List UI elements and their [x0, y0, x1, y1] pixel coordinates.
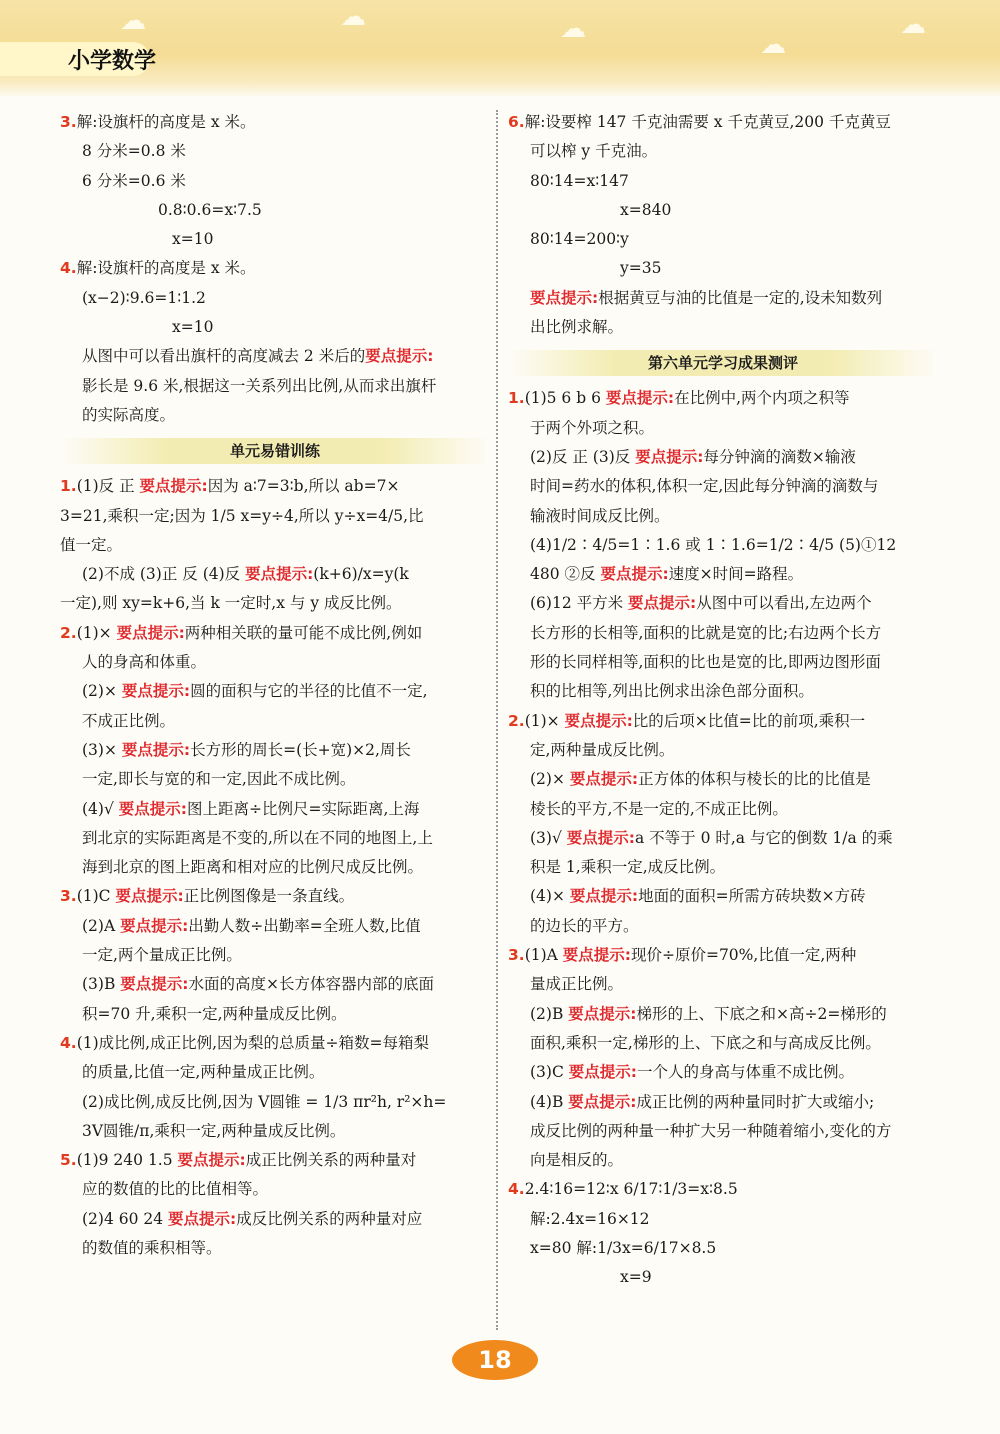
answer-line: [60, 824, 490, 853]
key-point-text: 正方体的体积与棱长的比的比值是: [638, 770, 871, 789]
answer-line: [508, 1029, 938, 1058]
answer-line: [508, 619, 938, 648]
answer-text: 出比例求解。: [530, 318, 624, 337]
answer-line: [60, 1117, 490, 1146]
answer-text: 向是相反的。: [530, 1151, 624, 1170]
key-point-text: 每分钟滴的滴数×输液: [703, 447, 856, 466]
key-point-text: 梯形的上、下底之和×高÷2=梯形的: [636, 1004, 887, 1023]
answer-text: 海到北京的图上距离和相对应的比例尺成反比例。: [82, 858, 424, 877]
answer-line: [508, 196, 938, 225]
answer-text: 于两个外项之积。: [530, 418, 655, 437]
answer-text: (4)√: [82, 799, 119, 818]
answer-line: [60, 1146, 490, 1175]
answer-line: [60, 1029, 490, 1058]
answer-line: [508, 882, 938, 911]
answer-line: [508, 707, 938, 736]
section-heading: 单元易错训练: [60, 438, 490, 464]
key-point-label: 要点提示:: [120, 975, 189, 994]
answer-line: [508, 1263, 938, 1292]
question-number: 2.: [508, 711, 525, 730]
answer-text: 人的身高和体重。: [82, 653, 207, 672]
answer-line: [508, 284, 938, 313]
answer-text: 480 ②反: [530, 565, 601, 584]
key-point-label: 要点提示:: [568, 1063, 637, 1082]
answer-line: [508, 677, 938, 706]
answer-line: [508, 1000, 938, 1029]
answer-line: [508, 502, 938, 531]
answer-text: (1)反 正: [76, 477, 140, 496]
answer-line: [60, 648, 490, 677]
key-point-label: 要点提示:: [569, 770, 639, 789]
answer-text: 可以榨 y 千克油。: [530, 142, 658, 161]
key-point-text: 成反比例关系的两种量对应: [236, 1209, 423, 1228]
answer-text: 一定),则 xy=k+6,当 k 一定时,x 与 y 成反比例。: [60, 594, 402, 613]
key-point-label: 要点提示:: [121, 682, 191, 701]
answer-line: [508, 1205, 938, 1234]
answer-line: [508, 531, 938, 560]
key-point-text: 比的后项×比值=比的前项,乘积一: [632, 711, 866, 730]
key-point-label: 要点提示:: [600, 565, 669, 584]
answer-text: 一定,两个量成正比例。: [82, 946, 242, 965]
answer-text: (1)×: [76, 623, 117, 642]
answer-text: 积是 1,乘积一定,成反比例。: [530, 858, 726, 877]
key-point-label: 要点提示:: [568, 1004, 637, 1023]
key-point-text: 一个人的身高与体重不成比例。: [636, 1063, 854, 1082]
right-column: [508, 108, 938, 1293]
answer-line: [508, 137, 938, 166]
key-point-text: 水面的高度×长方体容器内部的底面: [188, 975, 434, 994]
key-point-text: (k+6)/x=y(k: [313, 565, 409, 584]
answer-text: (3)C: [530, 1063, 569, 1082]
answer-text: (1)×: [524, 711, 565, 730]
key-point-label: 要点提示:: [177, 1151, 246, 1170]
key-point-label: 要点提示:: [115, 887, 184, 906]
page-number: 18: [452, 1340, 538, 1380]
answer-line: [60, 1058, 490, 1087]
answer-text: (6)12 平方米: [530, 594, 629, 613]
answer-line: [508, 1117, 938, 1146]
answer-line: [508, 313, 938, 342]
answer-line: [60, 1000, 490, 1029]
key-point-text: 现价÷原价=70%,比值一定,两种: [630, 946, 857, 965]
answer-text: x=10: [172, 318, 214, 337]
answer-line: [60, 401, 490, 430]
question-number: 4.: [60, 259, 77, 278]
answer-text: (4)B: [530, 1092, 569, 1111]
answer-text: 3=21,乘积一定;因为 1/5 x=y÷4,所以 y÷x=4/5,比: [60, 506, 424, 525]
question-number: 3.: [60, 887, 77, 906]
key-point-text: 图上距离÷比例尺=实际距离,上海: [186, 799, 420, 818]
key-point-text: 正比例图像是一条直线。: [183, 887, 355, 906]
answer-text: x=10: [172, 230, 214, 249]
answer-text: (2)×: [82, 682, 122, 701]
question-number: 4.: [60, 1033, 77, 1052]
answer-line: [508, 443, 938, 472]
answer-text: 应的数值的比的比值相等。: [82, 1180, 269, 1199]
answer-text: 棱长的平方,不是一定的,不成正比例。: [530, 799, 788, 818]
answer-line: [60, 502, 490, 531]
answer-text: y=35: [620, 259, 662, 278]
answer-line: [508, 472, 938, 501]
answer-text: 2.4∶16=12∶x 6/17∶1/3=x∶8.5: [524, 1180, 738, 1199]
question-number: 5.: [60, 1151, 77, 1170]
answer-line: [60, 167, 490, 196]
answer-line: [508, 795, 938, 824]
answer-line: [508, 853, 938, 882]
key-point-label: 要点提示:: [168, 1209, 237, 1228]
answer-line: [60, 765, 490, 794]
key-point-label: 要点提示:: [530, 288, 599, 307]
answer-text: 8 分米=0.8 米: [82, 142, 186, 161]
answer-text: (2)B: [530, 1004, 569, 1023]
key-point-label: 要点提示:: [569, 887, 639, 906]
answer-text: (1)5 6 b 6: [524, 389, 606, 408]
answer-line: [60, 313, 490, 342]
answer-text: 6 分米=0.6 米: [82, 171, 186, 190]
answer-text: 到北京的实际距离是不变的,所以在不同的地图上,上: [82, 828, 433, 847]
answer-line: [60, 372, 490, 401]
answer-line: [60, 736, 490, 765]
answer-line: [60, 137, 490, 166]
answer-text: 影长是 9.6 米,根据这一关系列出比例,从而求出旗杆: [82, 376, 437, 395]
key-point-label: 要点提示:: [605, 389, 675, 408]
answer-line: [508, 1146, 938, 1175]
answer-line: [508, 1088, 938, 1117]
answer-text: (3)×: [82, 740, 122, 759]
question-number: 4.: [508, 1180, 525, 1199]
question-number: 1.: [508, 389, 525, 408]
answer-text: x=840: [620, 200, 672, 219]
answer-line: [508, 108, 938, 137]
key-point-label: 要点提示:: [566, 828, 635, 847]
answer-text: (1)成比例,成正比例,因为梨的总质量÷箱数=每箱梨: [76, 1033, 429, 1052]
answer-line: [60, 531, 490, 560]
question-number: 2.: [60, 623, 77, 642]
answer-text: (2)不成 (3)正 反 (4)反: [82, 565, 246, 584]
answer-text: 解:设要榨 147 千克油需要 x 千克黄豆,200 千克黄豆: [524, 113, 891, 131]
key-point-text: 两种相关联的量可能不成比例,例如: [184, 623, 423, 642]
page-header: [0, 0, 1000, 98]
key-point-text: 成正比例关系的两种量对: [245, 1151, 417, 1170]
answer-text: 解:2.4x=16×12: [530, 1209, 650, 1228]
answer-line: [508, 254, 938, 283]
key-point-label: 要点提示:: [245, 565, 314, 584]
answer-text: 从图中可以看出旗杆的高度减去 2 米后的: [82, 347, 366, 366]
key-point-text: 从图中可以看出,左边两个: [696, 594, 872, 613]
cloud-icon: ☁: [560, 14, 586, 44]
answer-line: [60, 284, 490, 313]
answer-text: (3)B: [82, 975, 121, 994]
answer-line: [60, 795, 490, 824]
answer-text: (1)C: [76, 887, 116, 906]
answer-line: [508, 414, 938, 443]
answer-line: [60, 970, 490, 999]
answer-text: (4)1/2∶4/5=1∶1.6 或 1∶1.6=1/2∶4/5 (5)①12: [530, 535, 897, 554]
answer-line: [60, 225, 490, 254]
key-point-label: 要点提示:: [365, 347, 434, 366]
answer-line: [60, 912, 490, 941]
question-number: 1.: [60, 477, 77, 496]
question-number: 3.: [60, 113, 77, 131]
question-number: 3.: [508, 946, 525, 965]
answer-text: 的实际高度。: [82, 405, 176, 424]
key-point-label: 要点提示:: [564, 711, 633, 730]
answer-line: [60, 254, 490, 283]
answer-line: [60, 619, 490, 648]
answer-text: (2)A: [82, 916, 121, 935]
answer-text: x=9: [620, 1268, 652, 1287]
answer-line: [60, 677, 490, 706]
answer-text: 输液时间成反比例。: [530, 506, 670, 525]
answer-text: x=80 解:1/3x=6/17×8.5: [530, 1238, 717, 1257]
answer-line: [508, 648, 938, 677]
answer-text: 定,两种量成反比例。: [530, 740, 675, 759]
answer-text: (1)9 240 1.5: [76, 1151, 178, 1170]
answer-text: (2)×: [530, 770, 570, 789]
answer-line: [508, 970, 938, 999]
key-point-label: 要点提示:: [118, 799, 187, 818]
answer-line: [60, 853, 490, 882]
answer-text: 量成正比例。: [530, 975, 624, 994]
answer-text: (1)A: [524, 946, 563, 965]
answer-line: [60, 342, 490, 371]
answer-line: [508, 912, 938, 941]
answer-text: 值一定。: [60, 535, 123, 554]
answer-text: (3)√: [530, 828, 567, 847]
cloud-icon: ☁: [340, 2, 366, 32]
key-point-text: 地面的面积=所需方砖块数×方砖: [638, 887, 866, 906]
answer-line: [508, 1058, 938, 1087]
answer-text: 时间=药水的体积,体积一定,因此每分钟滴的滴数与: [530, 477, 879, 496]
key-point-text: 根据黄豆与油的比值是一定的,设未知数列: [598, 288, 883, 307]
answer-line: [60, 472, 490, 501]
answer-text: 3V圆锥/π,乘积一定,两种量成反比例。: [82, 1121, 346, 1140]
key-point-text: 在比例中,两个内项之积等: [674, 389, 850, 408]
answer-text: 的质量,比值一定,两种量成正比例。: [82, 1063, 325, 1082]
key-point-label: 要点提示:: [635, 447, 704, 466]
key-point-text: 长方形的周长=(长+宽)×2,周长: [190, 740, 411, 759]
answer-line: [508, 225, 938, 254]
key-point-text: a 不等于 0 时,a 与它的倒数 1/a 的乘: [634, 828, 893, 847]
answer-line: [60, 1175, 490, 1204]
answer-text: 一定,即长与宽的和一定,因此不成比例。: [82, 770, 356, 789]
answer-text: (2)4 60 24: [82, 1209, 169, 1228]
cloud-icon: ☁: [760, 30, 786, 60]
question-number: 6.: [508, 113, 525, 131]
answer-text: 成反比例的两种量一种扩大另一种随着缩小,变化的方: [530, 1121, 892, 1140]
answer-text: 80∶14=x∶147: [530, 171, 629, 190]
key-point-label: 要点提示:: [562, 946, 631, 965]
answer-line: [60, 882, 490, 911]
answer-line: [60, 707, 490, 736]
answer-line: [508, 167, 938, 196]
answer-line: [60, 589, 490, 618]
column-divider: [496, 110, 498, 1330]
key-point-label: 要点提示:: [116, 623, 185, 642]
answer-text: 解:设旗杆的高度是 x 米。: [76, 259, 256, 278]
answer-text: 形的长同样相等,面积的比也是宽的比,即两边图形面: [530, 653, 881, 672]
answer-line: [60, 196, 490, 225]
key-point-text: 出勤人数÷出勤率=全班人数,比值: [188, 916, 421, 935]
answer-line: [508, 824, 938, 853]
answer-line: [60, 560, 490, 589]
answer-line: [60, 1205, 490, 1234]
answer-text: (2)成比例,成反比例,因为 V圆锥 = 1/3 πr²h, r²×h=: [82, 1092, 447, 1111]
key-point-text: 因为 a∶7=3∶b,所以 ab=7×: [207, 477, 400, 496]
key-point-label: 要点提示:: [628, 594, 697, 613]
answer-text: 0.8∶0.6=x∶7.5: [158, 200, 262, 219]
answer-line: [508, 384, 938, 413]
left-column: [60, 108, 490, 1263]
key-point-label: 要点提示:: [568, 1092, 637, 1111]
answer-text: 解:设旗杆的高度是 x 米。: [76, 113, 256, 131]
answer-line: [508, 1234, 938, 1263]
answer-text: 面积,乘积一定,梯形的上、下底之和与高成反比例。: [530, 1033, 881, 1052]
key-point-label: 要点提示:: [139, 477, 208, 496]
key-point-label: 要点提示:: [121, 740, 191, 759]
key-point-text: 速度×时间=路程。: [668, 565, 804, 584]
answer-text: (x−2)∶9.6=1∶1.2: [82, 288, 206, 307]
answer-text: 长方形的长相等,面积的比就是宽的比;右边两个长方: [530, 623, 882, 642]
answer-line: [508, 1175, 938, 1204]
answer-text: 80∶14=200∶y: [530, 230, 629, 249]
answer-text: 的数值的乘积相等。: [82, 1238, 222, 1257]
answer-line: [60, 1088, 490, 1117]
answer-text: 积的比相等,列出比例求出涂色部分面积。: [530, 682, 814, 701]
answer-line: [508, 765, 938, 794]
cloud-icon: ☁: [120, 6, 146, 36]
key-point-text: 圆的面积与它的半径的比值不一定,: [190, 682, 428, 701]
answer-text: 不成正比例。: [82, 711, 176, 730]
cloud-icon: ☁: [900, 10, 926, 40]
key-point-text: 成正比例的两种量同时扩大或缩小;: [636, 1092, 875, 1111]
answer-text: 积=70 升,乘积一定,两种量成反比例。: [82, 1004, 347, 1023]
answer-line: [508, 589, 938, 618]
section-heading: 第六单元学习成果测评: [508, 350, 938, 376]
answer-line: [60, 941, 490, 970]
answer-text: 的边长的平方。: [530, 916, 639, 935]
answer-line: [508, 736, 938, 765]
answer-text: (4)×: [530, 887, 570, 906]
answer-line: [508, 941, 938, 970]
answer-line: [60, 108, 490, 137]
book-title: 小学数学: [68, 49, 157, 74]
key-point-label: 要点提示:: [120, 916, 189, 935]
answer-line: [508, 560, 938, 589]
answer-text: (2)反 正 (3)反: [530, 447, 636, 466]
answer-line: [60, 1234, 490, 1263]
